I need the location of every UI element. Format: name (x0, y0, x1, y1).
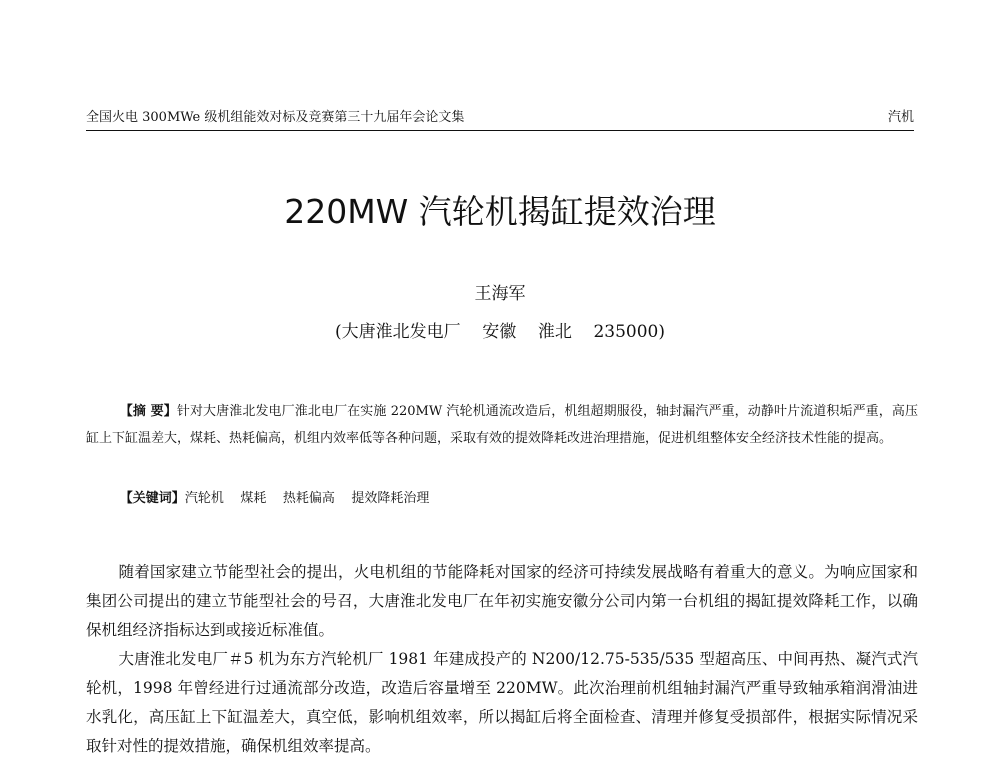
keywords (86, 487, 914, 511)
author-name: 王海军 (474, 284, 526, 304)
keywords-label: 【关键词】 (119, 491, 185, 506)
body-paragraph: 大唐淮北发电厂＃5 机为东方汽轮机厂 1981 年建成投产的 N200/12.75-535/535 型超高压、中间再热、凝汽式汽轮机，1998 年曾经进行过通流部分改造，改造后容量增至 220MW。此次治理前机组轴封漏汽严重导致轴承箱润滑油进水乳化，高压缸上下缸温差大，真空低，影响机组效率，所以揭缸后将全面检查、清理并修复受损部件，根据实际情况采取针对性的提效措施，确保机组效率提高。 (86, 650, 918, 755)
journal-title: 全国火电 300MWe 级机组能效对标及竞赛第三十九届年会论文集 (86, 110, 465, 125)
keywords-text: 汽轮机 煤耗 热耗偏高 提效降耗治理 (184, 491, 430, 506)
abstract (86, 398, 918, 452)
body-paragraph: 随着国家建立节能型社会的提出，火电机组的节能降耗对国家的经济可持续发展战略有着重大的意义。为响应国家和集团公司提出的建立节能型社会的号召，大唐淮北发电厂在年初实施安徽分公司内第一台机组的揭缸提效降耗工作，以确保机组经济指标达到或接近标准值。 (86, 563, 918, 639)
running-header (86, 108, 914, 131)
paper-title: 220MW 汽轮机揭缸提效治理 (284, 192, 716, 231)
abstract-label: 【摘 要】 (119, 404, 177, 419)
section-label: 汽机 (887, 110, 914, 125)
author-affiliation: (大唐淮北发电厂 安徽 淮北 235000) (334, 322, 665, 342)
body-text (86, 558, 918, 761)
abstract-text: 针对大唐淮北发电厂淮北电厂在实施 220MW 汽轮机通流改造后，机组超期服役，轴封漏汽严重，动静叶片流道积垢严重，高压缸上下缸温差大，煤耗、热耗偏高，机组内效率低等各种问题，采取有效的提效降耗改进治理措施，促进机组整体安全经济技术性能的提高。 (86, 404, 918, 446)
